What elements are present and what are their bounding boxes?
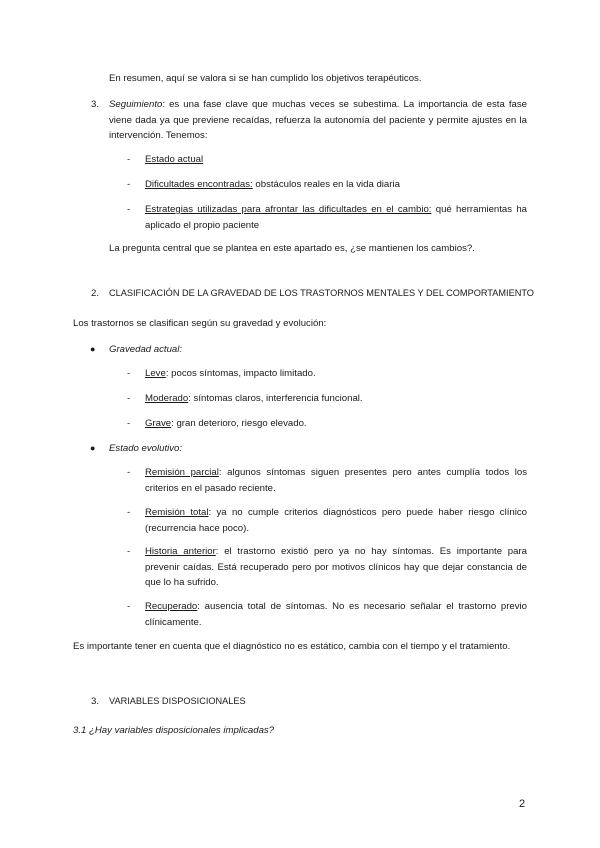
subitem-text: obstáculos reales en la vida diaria [252,179,400,190]
subitem-term: Estado actual [145,154,204,165]
item3-number: 3. [91,99,100,110]
group-label-evolutivo: Estado evolutivo: [109,443,183,454]
item-term: Remisión total [145,507,209,518]
item3-question: La pregunta central que se plantea en este apartado es, ¿se mantienen los cambios?. [109,243,475,254]
item-term: Leve [145,368,166,379]
item3-text: : es una fase clave que muchas veces se subestima. La importancia de esta fase viene dada ya que previene recaídas, refuerza la autonomía del paciente y permite ajustes en la intervención. Tenemos: [109,99,527,141]
list-dash: - [127,467,131,478]
subitem-estado-actual [145,152,527,168]
section3-title: VARIABLES DISPOSICIONALES [109,696,246,706]
item-text: : ya no cumple criterios diagnósticos pero puede haber riesgo clínico (recurrencia hace poco). [145,507,527,534]
subitem-estrategias [145,202,527,233]
item-remision-total [145,505,527,536]
item-moderado [145,391,527,407]
subitem-term: Dificultades encontradas: [145,179,253,190]
section2-closing: Es importante tener en cuenta que el diagnóstico no es estático, cambia con el tiempo y el tratamiento. [73,641,511,652]
section2-number: 2. [91,288,100,299]
section2-intro: Los trastornos se clasifican según su gravedad y evolución: [73,318,327,329]
item-recuperado [145,599,527,630]
item-text: : síntomas claros, interferencia funcional. [188,393,363,404]
item-historia-anterior [145,544,527,591]
list-dash: - [127,546,131,557]
item-term: Remisión parcial [145,467,219,478]
item-text: : pocos síntomas, impacto limitado. [165,368,316,379]
intro-line: En resumen, aquí se valora si se han cumplido los objetivos terapéuticos. [109,73,422,84]
section3-subheading: 3.1 ¿Hay variables disposicionales implicadas? [73,725,275,736]
item-text: : el trastorno existió pero ya no hay síntomas. Es importante para prevenir caídas. Está recuperado pero por motivos clínicos hay que dejar constancia de que lo ha sufrido. [145,546,527,588]
item-term: Recuperado [145,601,198,612]
item-term: Moderado [145,393,189,404]
item-text: : ausencia total de síntomas. No es necesario señalar el trastorno previo clínicamente. [145,601,527,628]
list-dash: - [127,204,131,215]
bullet-dot: ● [90,443,96,453]
item3-paragraph [109,97,527,144]
bullet-dot: ● [90,344,96,354]
subitem-text: qué herramientas ha aplicado el propio paciente [145,204,527,231]
list-dash: - [127,507,131,518]
subitem-dificultades [145,177,527,193]
subitem-term: Estrategias utilizadas para afrontar las dificultades en el cambio: [145,204,432,215]
item-remision-parcial [145,465,527,496]
list-dash: - [127,601,131,612]
item-text: : algunos síntomas siguen presentes pero antes cumplía todos los criterios en el pasado reciente. [145,467,527,494]
item-term: Historia anterior [145,546,216,557]
list-dash: - [127,418,131,429]
list-dash: - [127,368,131,379]
section2-title: CLASIFICACIÓN DE LA GRAVEDAD DE LOS TRASTORNOS MENTALES Y DEL COMPORTAMIENTO [109,288,534,298]
item3-title: Seguimiento [109,99,163,110]
list-dash: - [127,393,131,404]
list-dash: - [127,179,131,190]
list-dash: - [127,154,131,165]
group-label-gravedad: Gravedad actual: [109,344,183,355]
item-leve [145,366,527,382]
page-number: 2 [519,798,526,810]
item-text: : gran deterioro, riesgo elevado. [171,418,307,429]
item-term: Grave [145,418,172,429]
item-grave [145,416,527,432]
section3-number: 3. [91,696,100,707]
